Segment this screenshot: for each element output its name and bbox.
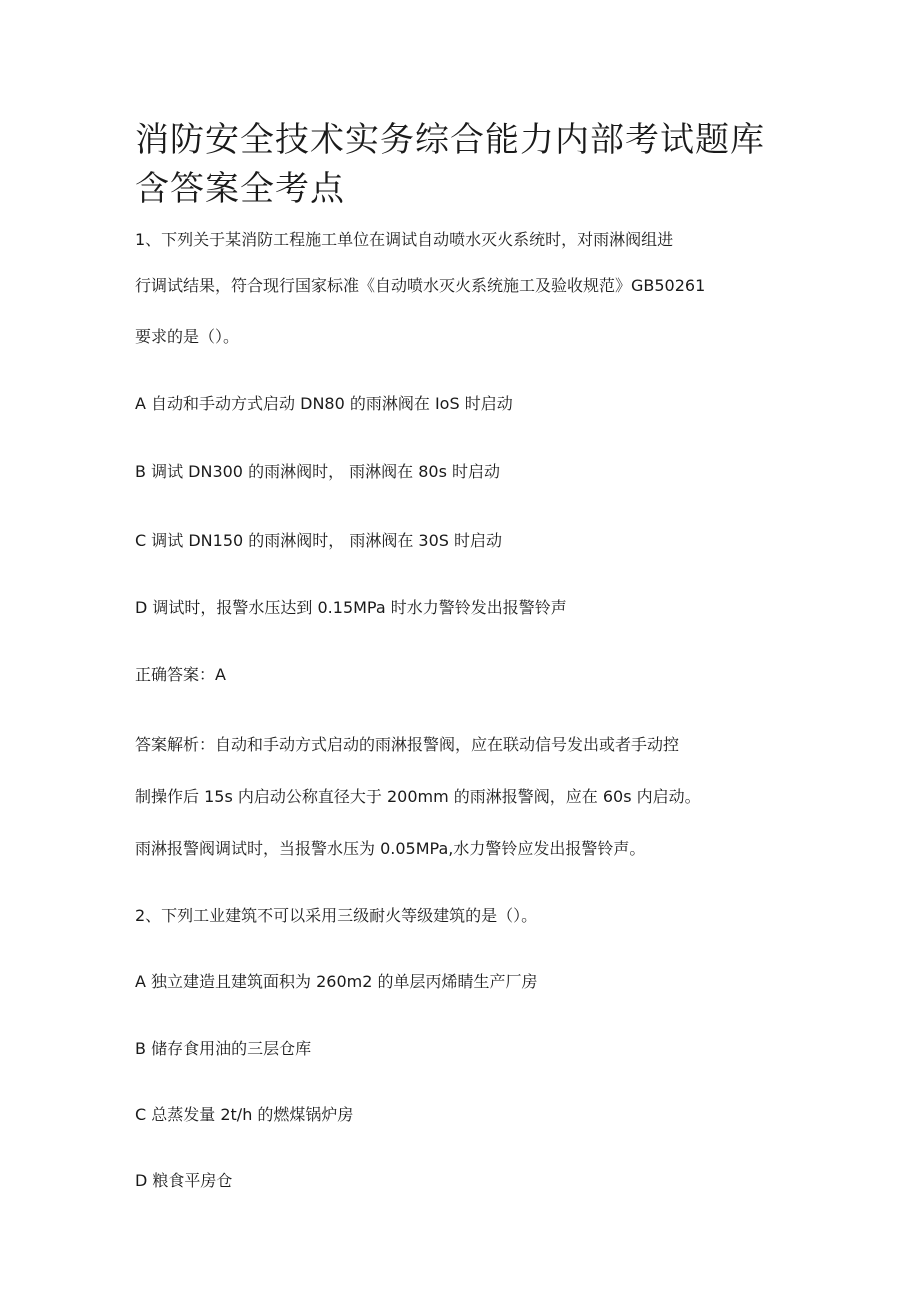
option-b: B 调试 DN300 的雨淋阀时， 雨淋阀在 80s 时启动 bbox=[135, 462, 501, 481]
option-d: D 调试时，报警水压达到 0.15MPa 时水力警铃发出报警铃声 bbox=[135, 598, 567, 617]
option-a: A 独立建造且建筑面积为 260m2 的单层丙烯睛生产厂房 bbox=[135, 972, 538, 991]
option-d: D 粮食平房仓 bbox=[135, 1171, 233, 1190]
answer-analysis-line: 答案解析：自动和手动方式启动的雨淋报警阀，应在联动信号发出或者手动控 bbox=[135, 735, 680, 754]
option-c: C 调试 DN150 的雨淋阀时， 雨淋阀在 30S 时启动 bbox=[135, 531, 503, 550]
answer-analysis-line: 雨淋报警阀调试时，当报警水压为 0.05MPa,水力警铃应发出报警铃声。 bbox=[135, 839, 646, 858]
question-stem-line: 1、下列关于某消防工程施工单位在调试自动喷水灭火系统时，对雨淋阀组进 bbox=[135, 230, 674, 249]
question-stem-line: 行调试结果，符合现行国家标准《自动喷水灭火系统施工及验收规范》GB50261 bbox=[135, 276, 706, 295]
question-stem-line: 2、下列工业建筑不可以采用三级耐火等级建筑的是（）。 bbox=[135, 906, 538, 925]
answer-analysis-line: 制操作后 15s 内启动公称直径大于 200mm 的雨淋报警阀，应在 60s 内启动。 bbox=[135, 787, 701, 806]
option-b: B 储存食用油的三层仓库 bbox=[135, 1039, 312, 1058]
correct-answer: 正确答案：A bbox=[135, 665, 226, 684]
option-a: A 自动和手动方式启动 DN80 的雨淋阀在 IoS 时启动 bbox=[135, 394, 513, 413]
document-title-line-2: 含答案全考点 bbox=[135, 169, 345, 209]
document-title-line-1: 消防安全技术实务综合能力内部考试题库 bbox=[135, 120, 765, 160]
option-c: C 总蒸发量 2t∕h 的燃煤锅炉房 bbox=[135, 1105, 354, 1124]
question-stem-line: 要求的是（）。 bbox=[135, 327, 240, 346]
